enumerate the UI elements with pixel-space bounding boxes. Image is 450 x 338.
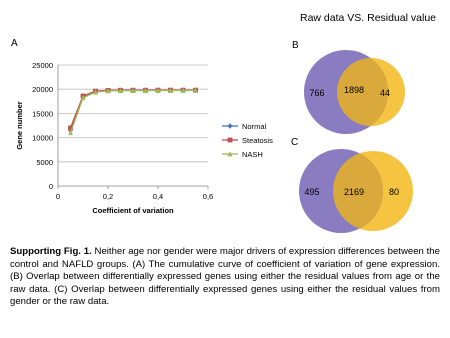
panel-b-label: B: [292, 40, 299, 51]
venn-overlap-count: 2169: [343, 187, 365, 197]
y-tick-label: 10000: [32, 133, 53, 143]
venn-left-count: 495: [304, 187, 320, 197]
legend-label-steatosis: Steatosis: [242, 136, 273, 145]
legend-label-nash: NASH: [242, 150, 263, 159]
panel-c-label: C: [291, 137, 299, 148]
panel-a-label: A: [11, 38, 18, 49]
y-tick-label: 0: [48, 182, 53, 191]
x-tick-label: 0: [55, 192, 61, 201]
venn-left-count: 766: [309, 88, 325, 98]
caption-body: Neither age nor gender were major drivers of expression differences between the control and NAFLD groups. (A) The cumulative curve of coefficient of variation of gene expression. (B) Overlap between differentially expressed genes using either the residual values from age or the raw data. (C) Overlap between differentially expressed genes using either the residual values from gender or the raw data.: [10, 246, 440, 308]
y-axis-title: Gene number: [15, 101, 24, 150]
figure-title: Raw data VS. Residual value: [300, 12, 436, 24]
y-tick-label: 25000: [32, 61, 53, 70]
y-tick-label: 20000: [32, 85, 53, 95]
figure-caption: [10, 246, 440, 309]
x-axis-title: Coefficient of variation: [92, 206, 174, 215]
y-tick-label: 5000: [36, 157, 53, 167]
venn-right-count: 44: [379, 88, 391, 98]
x-tick-label: 0,2: [102, 192, 114, 201]
caption-lead: Supporting Fig. 1.: [10, 246, 92, 257]
venn-right-count: 80: [388, 187, 400, 197]
venn-overlap-count: 1898: [343, 85, 365, 95]
x-tick-label: 0,6: [202, 192, 214, 201]
legend-label-normal: Normal: [242, 122, 267, 131]
x-tick-label: 0,4: [152, 192, 164, 201]
y-tick-label: 15000: [32, 109, 53, 119]
